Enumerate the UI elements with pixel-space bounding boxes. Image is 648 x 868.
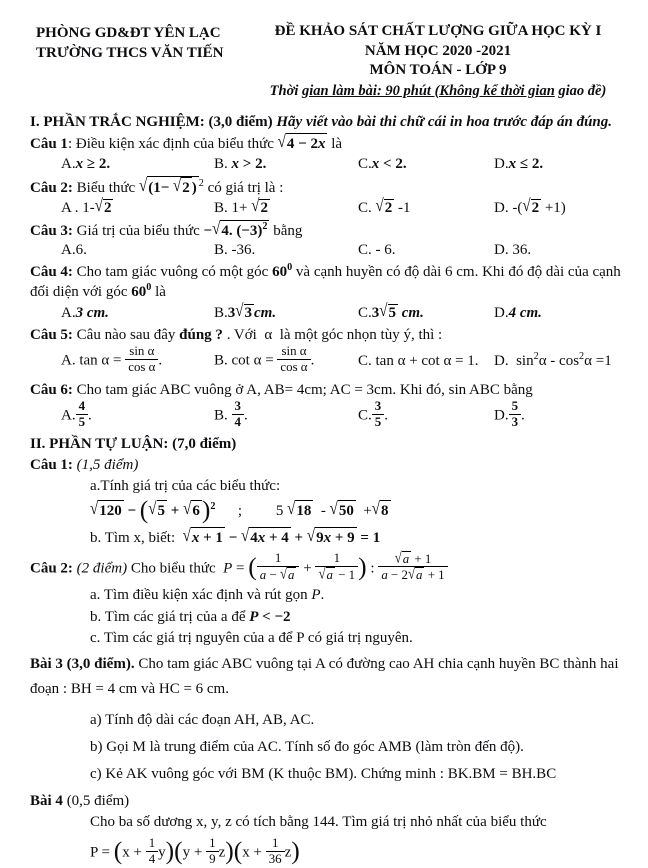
radical-sign: √ [375, 196, 384, 216]
radical-sign: √ [235, 302, 244, 321]
radical-sign: √ [182, 527, 191, 547]
problem-3-statement: Bài 3 (3,0 điểm). Cho tam giác ABC vuông tại A có đường cao AH chia cạnh huyền BC thành hai đoạn : BH = 4 cm và HC = 6 cm. [30, 655, 623, 698]
question-4-options [30, 304, 624, 322]
radical: √9x + 9 [307, 527, 357, 548]
radical: √2 [251, 196, 268, 216]
q4-option-a: A.3 cm. [61, 304, 109, 321]
radical: √4. $(-3)^2$ [212, 220, 269, 241]
radical: √a [407, 565, 423, 583]
question-2-stem: Câu 2: Biểu thức √(1− √2 ) $^2$ có giá trị là : [30, 176, 624, 198]
question-5-stem: Câu 5: Câu nào sau đây đúng ? . Với α là một góc nhọn tùy ý, thì : [30, 327, 443, 344]
problem-3-item-c: c) Kẻ AK vuông góc với BM (K thuộc BM). Chứng minh : BK.BM = BH.BC [90, 765, 557, 782]
part1-heading: I. PHẦN TRẮC NGHIỆM: (3,0 điểm) Hãy viết vào bài thi chữ cái in hoa trước đáp án đúng. [30, 114, 613, 131]
radical-sign: √ [394, 548, 402, 566]
problem-3-item-a: a) Tính độ dài các đoạn AH, AB, AC. [90, 711, 315, 728]
q4-option-d: D.4 cm. [494, 304, 542, 321]
part2-q2-line: Câu 2: (2 điểm) Cho biểu thức P = ( $\frac{1}{a - √a}$ + $\frac{1}{√a - 1}$ ) : $\frac{√a + 1}{a - 2√a + 1}$ [30, 553, 624, 585]
q6-option-b: B. $\frac{3}{4}$ . [214, 399, 248, 429]
problem-3-item-b: b) Gọi M là trung điểm của AC. Tính số đo góc AMB (làm tròn đến độ). [90, 738, 524, 755]
q1-option-c: C.x < 2. [358, 155, 407, 172]
part2-q1-item-a: a.Tính giá trị của các biểu thức: [90, 478, 281, 495]
radical-sign: √ [379, 302, 388, 321]
fraction: $\frac{√a + 1}{a - 2√a + 1}$ [378, 551, 447, 583]
q2-option-b: B. 1+ √2 [214, 196, 268, 216]
radical-sign: √ [277, 133, 286, 153]
q3-option-a: A.6. [61, 241, 87, 258]
q2-option-a: A . 1-√2 [61, 196, 112, 216]
radical: √2 [375, 196, 393, 216]
q1-option-b: B. x > 2. [214, 155, 267, 172]
radical: √4 − 2x [278, 133, 328, 154]
radical: √2 [173, 177, 192, 198]
radical: √6 [183, 500, 202, 521]
question-3-stem: Câu 3: Giá trị của biểu thức −√4. $(-3)^2$ bằng [30, 220, 624, 241]
school-block [30, 22, 252, 100]
radical-sign: √ [522, 196, 531, 216]
radical: √a [318, 564, 333, 582]
radical: √3 [235, 302, 252, 322]
radical: √(1− √2 ) [139, 176, 199, 198]
q6-option-c: C. $\frac{3}{5}$ . [358, 399, 388, 429]
radical: √8 [372, 500, 391, 521]
radical: √5 [379, 302, 396, 322]
radical-sign: √ [241, 527, 250, 547]
q1-option-d: D.x ≤ 2. [494, 155, 544, 172]
radical-sign: √ [138, 176, 148, 196]
radical-sign: √ [183, 500, 192, 519]
radical: √5 [148, 500, 167, 521]
fraction: $\frac{\text{sin α}}{\text{cos α}}$ [277, 344, 310, 374]
q4-option-c: C.3√5 cm. [358, 302, 424, 322]
question-1-options [30, 156, 624, 173]
q3-option-b: B. -36. [214, 241, 256, 258]
radical-sign: √ [212, 219, 221, 239]
radical-sign: √ [94, 196, 103, 216]
subject-grade: MÔN TOÁN - LỚP 9 [369, 62, 507, 78]
exam-header [30, 22, 624, 100]
q6-option-d: D. $\frac{5}{3}$ . [494, 399, 525, 429]
question-1-stem: Câu 1: Điều kiện xác định của biểu thức √4 − 2x là [30, 133, 624, 154]
problem-4-formula: P = (x + $\frac{1}{4}$ y)(y + $\frac{1}{9}$ z)(x + $\frac{1}{36}$ z) [90, 836, 300, 866]
q5-option-c: C. tan α + cot α = 1. [358, 352, 479, 369]
radical-sign: √ [371, 500, 381, 519]
radical: √18 [287, 500, 313, 521]
q1-option-a: A.x ≥ 2. [61, 155, 111, 172]
q4-option-b: B.3√3 cm. [214, 302, 277, 322]
exam-title: ĐỀ KHẢO SÁT CHẤT LƯỢNG GIỮA HỌC KỲ I [274, 23, 602, 39]
q2-option-d: D. -(√2 +1) [494, 196, 566, 216]
radical-sign: √ [279, 564, 288, 582]
question-2-options [30, 196, 624, 217]
q2-option-c: C. √2 -1 [358, 196, 411, 216]
fraction: $\frac{3}{4}$ [232, 399, 244, 429]
part2-heading: II. PHẦN TỰ LUẬN: (7,0 điểm) [30, 436, 237, 453]
radical-sign: √ [173, 176, 182, 196]
q5-option-d: D. $\sin^2\alpha - \cos^2\alpha =1$ [494, 350, 612, 369]
school-year: NĂM HỌC 2020 -2021 [364, 42, 512, 59]
question-6-stem: Câu 6: Cho tam giác ABC vuông ở A, AB= 4cm; AC = 3cm. Khi đó, sin ABC bằng [30, 382, 533, 399]
q5-option-a: A. tan α = $\frac{\text{sin α}}{\text{cos α}}$ . [61, 344, 163, 374]
q6-option-a: A. $\frac{4}{5}$ . [61, 399, 92, 429]
radical-sign: √ [148, 500, 157, 519]
radical-sign: √ [287, 500, 296, 519]
fraction: $\frac{4}{5}$ [76, 399, 88, 429]
problem-4-label: Bài 4 (0,5 điểm) [30, 793, 130, 810]
part2-q1-item-b: b. Tìm x, biết: √x + 1 − √4x + 4 + √9x + 9 = 1 [30, 527, 624, 548]
question-3-options [30, 242, 624, 259]
part2-q2-item-b: b. Tìm các giá trị của a để P < −2 [90, 608, 291, 625]
time-note: Thời gian làm bài: 90 phút (Không kể thời gian giao đề) [269, 82, 607, 99]
q3-option-d: D. 36. [494, 241, 532, 258]
problem-4-statement: Cho ba số dương x, y, z có tích bằng 144. Tìm giá trị nhỏ nhất của biểu thức [90, 814, 547, 831]
part2-q1-formula: $√120 - (√5 + √6)^2$ ; 5 √18 - √50 +√8 [90, 494, 389, 524]
radical-sign: √ [407, 565, 416, 582]
radical-sign: √ [329, 500, 338, 519]
radical-sign: √ [251, 196, 260, 216]
fraction: $\frac{1}{36}$ [266, 836, 285, 866]
radical-sign: √ [90, 500, 99, 519]
radical: √120 [90, 500, 124, 521]
fraction: $\frac{3}{5}$ [372, 399, 384, 429]
radical-sign: √ [318, 564, 326, 582]
q5-option-b: B. cot α = $\frac{\text{sin α}}{\text{cos α}}$ . [214, 344, 315, 374]
radical: √a [394, 548, 410, 566]
fraction: $\frac{1}{4}$ [146, 836, 158, 866]
fraction: $\frac{1}{√a - 1}$ [315, 551, 358, 582]
radical: √x + 1 [183, 527, 225, 548]
radical: √a [279, 564, 295, 582]
radical: √4x + 4 [241, 527, 291, 548]
part2-q2-item-c: c. Tìm các giá trị nguyên của a để P có giá trị nguyên. [90, 629, 413, 646]
q3-option-c: C. - 6. [358, 241, 396, 258]
fraction: $\frac{1}{9}$ [206, 836, 218, 866]
radical: √50 [330, 500, 356, 521]
school-name: TRƯỜNG THCS VĂN TIẾN [36, 44, 224, 61]
radical: √2 [94, 196, 112, 216]
part2-q1-label: Câu 1: (1,5 điểm) [30, 457, 139, 474]
fraction: $\frac{5}{3}$ [509, 399, 521, 429]
fraction: $\frac{\text{sin α}}{\text{cos α}}$ [125, 344, 158, 374]
part2-q2-item-a: a. Tìm điều kiện xác định và rút gọn P. [90, 587, 325, 604]
radical: √2 [522, 196, 540, 216]
fraction: $\frac{1}{a - √a}$ [257, 551, 300, 582]
question-5-options [30, 346, 624, 376]
radical-sign: √ [306, 527, 316, 547]
department-name: PHÒNG GD&ĐT YÊN LẠC [36, 25, 221, 41]
question-6-options [30, 401, 624, 431]
question-4-stem: Câu 4: Cho tam giác vuông có một góc $60^0$ và cạnh huyền có độ dài 6 cm. Khi đó độ dài của cạnh đối diện với góc $60^0$ là [30, 261, 625, 301]
title-block [252, 22, 624, 100]
